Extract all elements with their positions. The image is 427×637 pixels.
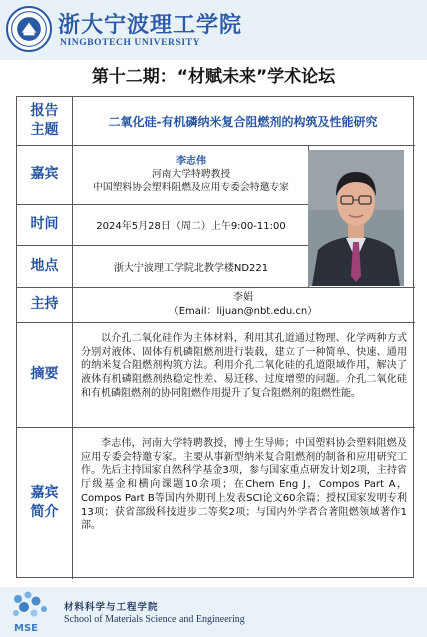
host-cell	[73, 287, 413, 322]
mse-logo-icon	[6, 589, 56, 635]
guest-affiliation: 中国塑料协会塑料阻燃及应用专委会特邀专家	[93, 182, 289, 193]
guest-cell	[73, 145, 309, 204]
guest-label-text: 嘉宾	[30, 166, 59, 182]
bio-label-text: 嘉宾 简介	[30, 485, 59, 520]
time-label	[17, 204, 73, 245]
guest-name: 李志伟	[176, 156, 206, 167]
mse-logo-text: MSE	[14, 623, 38, 634]
page-title: 第十二期：“材赋未来”学术论坛	[91, 67, 336, 87]
time-value: 2024年5月28日（周二）上午9:00-11:00	[96, 221, 286, 232]
footer-banner	[0, 585, 427, 637]
host-label	[17, 287, 73, 322]
bio-label	[17, 427, 73, 579]
place-cell	[73, 245, 309, 287]
report-topic-cell	[73, 97, 413, 145]
host-email: （Email：lijuan@nbt.edu.cn）	[168, 305, 318, 317]
place-label-text: 地点	[30, 257, 59, 274]
row-divider	[17, 427, 415, 428]
place-label	[17, 245, 73, 287]
time-label-text: 时间	[30, 216, 59, 232]
row-divider	[17, 322, 415, 323]
school-name-en: NINGBOTECH UNIVERSITY	[60, 38, 201, 48]
school-name-cn: 浙大宁波理工学院	[58, 12, 243, 38]
header-banner	[0, 0, 427, 60]
abstract-label-text: 摘要	[30, 366, 59, 382]
bio-text: 李志伟，河南大学特聘教授，博士生导师；中国塑料协会塑料阻燃及应用专委会特邀专家。主要从事新型纳米复合阻燃剂的制备和应用研究工作。先后主持国家自然科学基金3项，参与国家重点研发计划2项，主持省厅级基金和横向课题10余项；在Chem Eng J，Compos Part A，Compos Part B等国内外期刊上发表SCI论文60余篇；授权国家发明专利13项；获省部级科技进步二等奖2项；与国内外学者合著阻燃领域著作1部。	[81, 438, 407, 532]
university-seal-icon	[6, 6, 52, 52]
report-label	[17, 97, 73, 145]
guest-position: 河南大学特聘教授	[151, 169, 231, 180]
host-name: 李娟	[233, 291, 253, 303]
report-title: 二氧化硅-有机磷纳米复合阻燃剂的构筑及性能研究	[108, 114, 378, 129]
guest-label	[17, 145, 73, 204]
footer-dept-en: School of Materials Science and Engineering	[64, 614, 245, 625]
abstract-text: 以介孔二氧化硅作为主体材料，利用其孔道通过物理、化学两种方式分别对液体、固体有机磷阻燃剂进行装载，建立了一种简单、快速、通用的纳米复合阻燃剂构筑方法。利用介孔二氧化硅的孔道限域作用，解决了液体有机磷阻燃剂热稳定性差、易迁移、过度增塑的问题。介孔二氧化硅和有机磷阻燃剂的协同阻燃作用提升了复合阻燃剂的阻燃性能。	[81, 333, 407, 399]
place-value: 浙大宁波理工学院北教学楼ND221	[113, 262, 269, 274]
report-label-text: 报告 主题	[30, 103, 59, 138]
footer-dept-cn: 材料科学与工程学院	[64, 602, 159, 613]
time-cell	[73, 204, 309, 245]
host-label-text: 主持	[30, 296, 59, 312]
abstract-label	[17, 322, 73, 427]
speaker-photo	[308, 150, 404, 286]
